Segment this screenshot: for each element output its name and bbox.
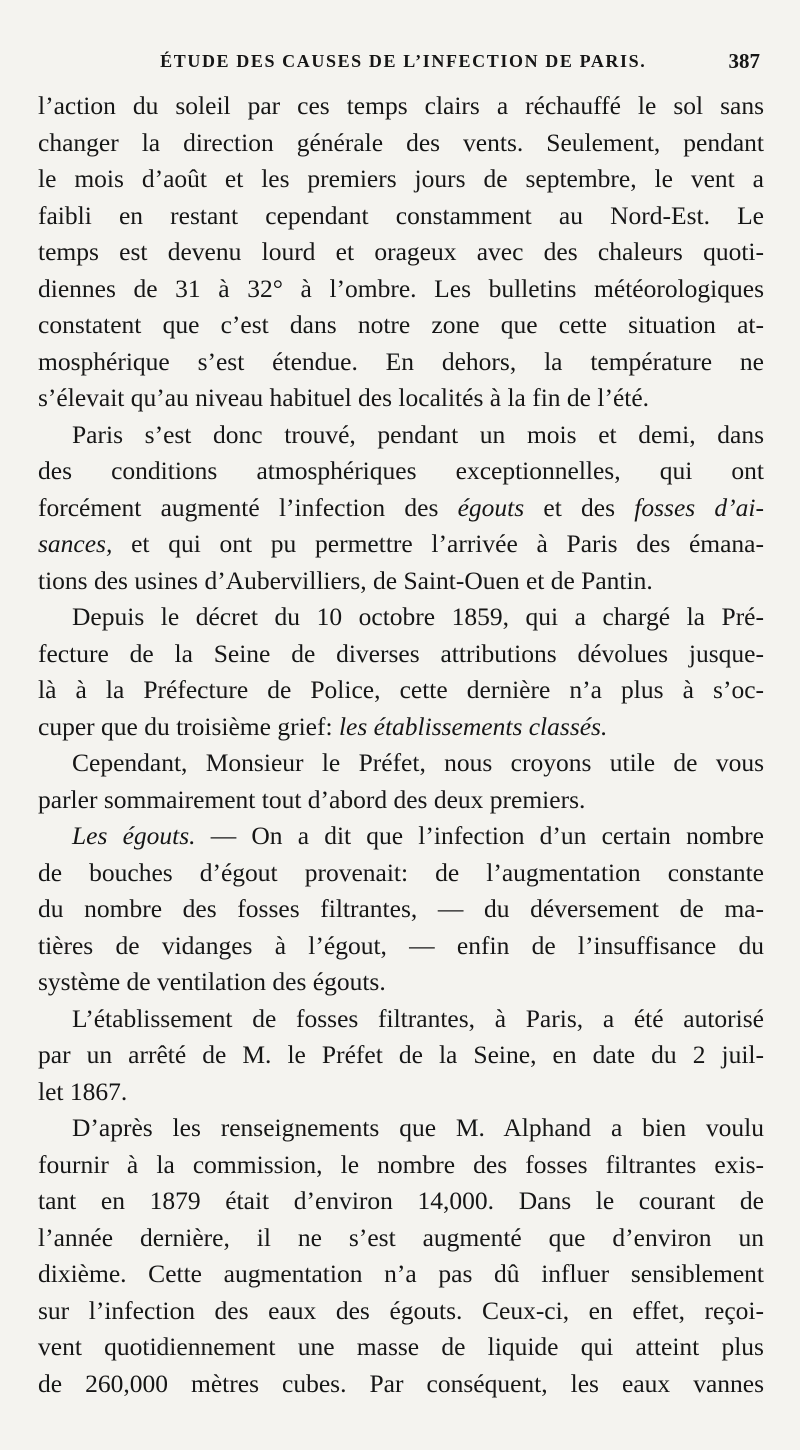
text-segment: forcément augmenté l’infection des	[38, 492, 458, 522]
text-segment: l’année dernière, il ne s’est augmenté que d’environ un	[38, 1222, 764, 1252]
text-segment: L’établissement de fosses filtrantes, à Paris, a été autorisé	[72, 1003, 764, 1033]
text-line	[38, 1256, 764, 1293]
text-segment: là à la Préfecture de Police, cette dernière n’a plus à s’oc-	[38, 675, 764, 704]
text-line	[38, 453, 764, 490]
text-line	[38, 1001, 764, 1038]
text-line	[38, 198, 764, 235]
italic-text: sances,	[38, 529, 113, 558]
text-line	[38, 526, 764, 563]
text-segment: parler sommairement tout d’abord des deux premiers.	[38, 784, 586, 814]
text-line	[38, 1037, 764, 1074]
italic-text: Les égouts.	[72, 821, 196, 850]
text-segment: Cependant, Monsieur le Préfet, nous croyons utile de vous	[72, 748, 764, 777]
text-line	[38, 1220, 764, 1257]
text-segment: l’action du soleil par ces temps clairs a réchauffé le sol sans	[38, 91, 764, 120]
text-segment: let 1867.	[38, 1076, 128, 1106]
text-segment: faibli en restant cependant constamment au Nord-Est. Le	[38, 200, 764, 230]
text-line	[38, 344, 764, 381]
text-segment: de 260,000 mètres cubes. Par conséquent, les eaux vannes	[38, 1368, 764, 1398]
text-line	[38, 234, 764, 271]
text-segment: D’après les renseignements que M. Alphand a bien voulu	[72, 1113, 764, 1142]
text-segment: de bouches d’égout provenait: de l’augmentation constante	[38, 857, 764, 887]
text-segment: tions des usines d’Aubervilliers, de Saint-Ouen et de Pantin.	[38, 565, 653, 595]
text-line	[38, 490, 764, 527]
text-line	[38, 1110, 764, 1147]
text-line	[38, 563, 764, 600]
text-line	[38, 782, 764, 819]
text-segment: vent quotidiennement une masse de liquide qui atteint plus	[38, 1332, 764, 1361]
text-line	[38, 1293, 764, 1330]
text-segment: tières de vidanges à l’égout, — enfin de l’insuffisance du	[38, 930, 764, 960]
text-line	[38, 818, 764, 855]
running-title: ÉTUDE DES CAUSES DE L’INFECTION DE PARIS.	[160, 50, 647, 71]
text-segment: changer la direction générale des vents. Seulement, pendant	[38, 127, 764, 157]
text-segment: fournir à la commission, le nombre des fosses filtrantes exis-	[38, 1149, 764, 1179]
text-line	[38, 88, 764, 125]
text-segment: sur l’infection des eaux des égouts. Ceux-ci, en effet, reçoi-	[38, 1295, 764, 1325]
text-segment: cuper que du troisième grief:	[38, 711, 339, 741]
text-line	[38, 271, 764, 308]
text-line	[38, 672, 764, 709]
italic-text: fosses d’ai-	[634, 492, 765, 522]
italic-text: les établissements classés.	[338, 711, 608, 741]
text-segment: des conditions atmosphériques exceptionnelles, qui ont	[38, 456, 764, 485]
text-segment: le mois d’août et les premiers jours de septembre, le vent a	[38, 164, 764, 193]
text-segment: Paris s’est donc trouvé, pendant un mois et demi, dans	[72, 419, 764, 449]
text-line	[38, 1183, 764, 1220]
text-line	[38, 636, 764, 673]
text-line	[38, 1329, 764, 1366]
text-segment: diennes de 31 à 32° à l’ombre. Les bulletins météorologiques	[38, 273, 764, 303]
text-line	[38, 745, 764, 782]
text-line	[38, 964, 764, 1001]
text-line	[38, 380, 764, 417]
text-line	[38, 928, 764, 965]
text-segment: fecture de la Seine de diverses attributions dévolues jusque-	[38, 638, 764, 668]
page-number: 387	[728, 48, 760, 73]
text-segment: dixième. Cette augmentation n’a pas dû influer sensiblement	[38, 1259, 764, 1288]
text-segment: et des	[524, 492, 635, 522]
text-line	[38, 307, 764, 344]
italic-text: égouts	[457, 492, 525, 522]
text-line	[38, 161, 764, 198]
text-line	[38, 891, 764, 928]
text-segment: tant en 1879 était d’environ 14,000. Dans le courant de	[38, 1186, 764, 1215]
text-segment: et qui ont pu permettre l’arrivée à Paris des émana-	[112, 529, 764, 558]
body-text	[38, 88, 764, 1402]
text-line	[38, 417, 764, 454]
text-segment: par un arrêté de M. le Préfet de la Seine, en date du 2 juil-	[38, 1040, 764, 1069]
text-segment: système de ventilation des égouts.	[38, 967, 386, 996]
running-head	[38, 44, 760, 78]
text-segment: temps est devenu lourd et orageux avec des chaleurs quoti-	[38, 237, 764, 266]
text-segment: mosphérique s’est étendue. En dehors, la température ne	[38, 346, 764, 376]
text-line	[38, 1074, 764, 1111]
text-segment: constatent que c’est dans notre zone que cette situation at-	[38, 310, 764, 339]
text-segment: — On a dit que l’infection d’un certain nombre	[195, 821, 764, 850]
text-line	[38, 1147, 764, 1184]
text-line	[38, 1366, 764, 1403]
text-segment: du nombre des fosses filtrantes, — du déversement de ma-	[38, 894, 764, 923]
text-line	[38, 855, 764, 892]
text-line	[38, 709, 764, 746]
text-line	[38, 125, 764, 162]
text-segment: Depuis le décret du 10 octobre 1859, qui a chargé la Pré-	[72, 602, 764, 631]
text-segment: s’élevait qu’au niveau habituel des localités à la fin de l’été.	[38, 383, 650, 412]
text-line	[38, 599, 764, 636]
